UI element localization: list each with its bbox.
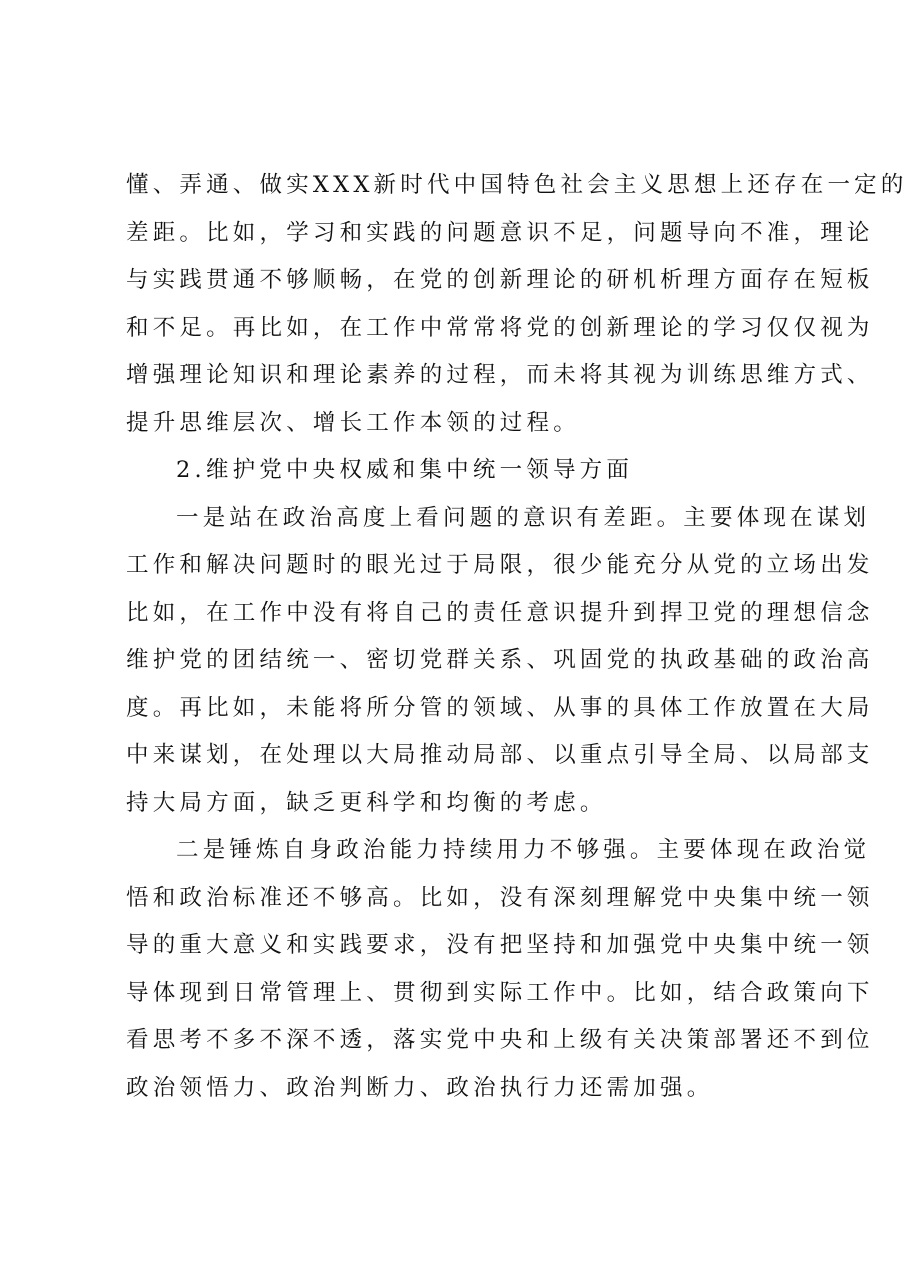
text-line: 增强理论知识和理论素养的过程，而未将其视为训练思维方式、 xyxy=(126,362,874,388)
text-line: 持大局方面，缺乏更科学和均衡的考虑。 xyxy=(126,789,607,816)
text-line: 工作和解决问题时的眼光过于局限，很少能充分从党的立场出发 xyxy=(126,552,874,578)
text-line: 导的重大意义和实践要求，没有把坚持和加强党中央集中统一领 xyxy=(126,932,874,958)
text-line: 政治领悟力、政治判断力、政治执行力还需加强。 xyxy=(126,1074,714,1101)
text-line: 导体现到日常管理上、贯彻到实际工作中。比如，结合政策向下 xyxy=(126,979,874,1006)
text-line: 提升思维层次、增长工作本领的过程。 xyxy=(126,409,580,436)
text-line: 中来谋划，在处理以大局推动局部、以重点引导全局、以局部支 xyxy=(126,742,874,768)
text-line: 悟和政治标准还不够高。比如，没有深刻理解党中央集中统一领 xyxy=(126,884,874,911)
text-line: 二是锤炼自身政治能力持续用力不够强。主要体现在政治觉 xyxy=(176,837,871,863)
text-line: 差距。比如，学习和实践的问题意识不足，问题导向不准，理论 xyxy=(126,219,874,246)
body-text xyxy=(126,162,908,1112)
text-line: 和不足。再比如，在工作中常常将党的创新理论的学习仅仅视为 xyxy=(126,314,874,341)
section-heading: 2.维护党中央权威和集中统一领导方面 xyxy=(176,457,634,483)
text-line: 懂、弄通、做实XXX新时代中国特色社会主义思想上还存在一定的 xyxy=(126,172,908,198)
text-line: 与实践贯通不够顺畅，在党的创新理论的研机析理方面存在短板 xyxy=(126,267,874,293)
text-line: 看思考不多不深不透，落实党中央和上级有关决策部署还不到位 xyxy=(126,1027,874,1053)
text-line: 度。再比如，未能将所分管的领域、从事的具体工作放置在大局 xyxy=(126,694,874,721)
text-line: 一是站在政治高度上看问题的意识有差距。主要体现在谋划 xyxy=(176,504,871,531)
text-line: 比如，在工作中没有将自己的责任意识提升到捍卫党的理想信念 xyxy=(126,599,874,626)
text-line: 维护党的团结统一、密切党群关系、巩固党的执政基础的政治高 xyxy=(126,647,874,673)
